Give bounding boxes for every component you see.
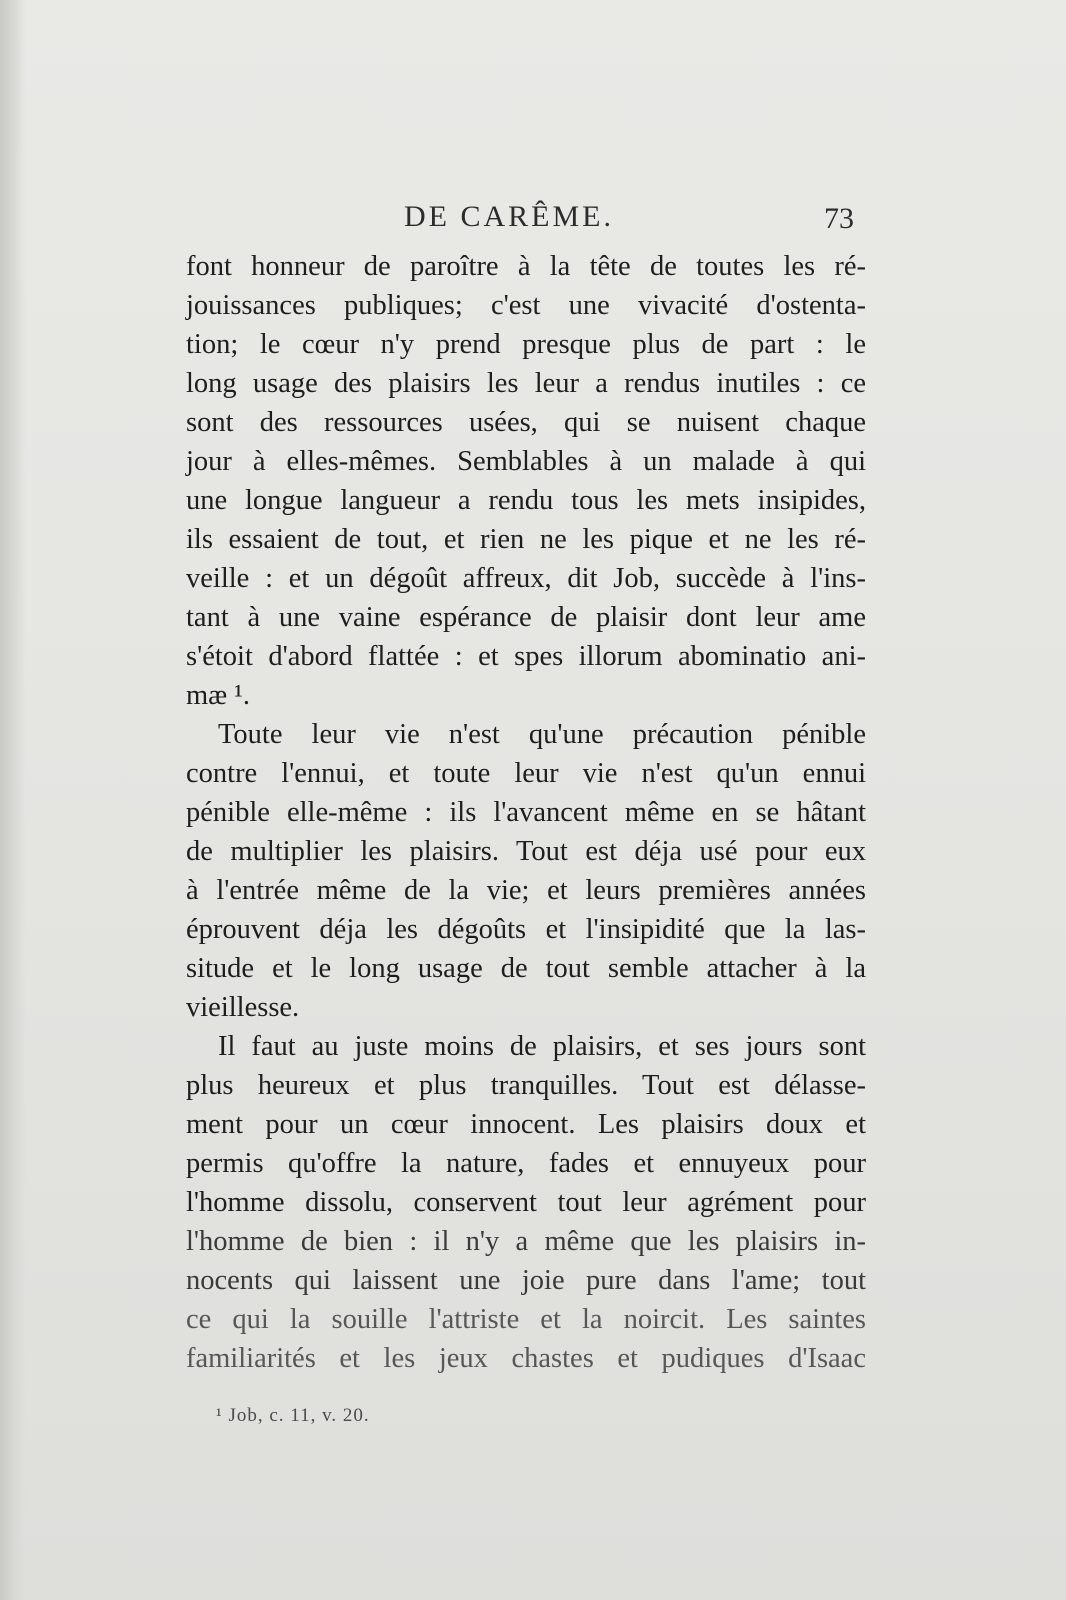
text-line: contre l'ennui, et toute leur vie n'est qu'un ennui [186,758,866,789]
text-line: long usage des plaisirs les leur a rendus inutiles : ce [186,368,866,399]
text-line: pénible elle-même : ils l'avancent même en se hâtant [186,797,866,828]
text-line: mæ ¹. [186,680,250,711]
text-line: font honneur de paroître à la tête de toutes les ré- [186,251,866,282]
text-line: s'étoit d'abord flattée : et spes illorum abominatio ani- [186,641,866,672]
text-line: à l'entrée même de la vie; et leurs premières années [186,875,866,906]
text-line: l'homme dissolu, conservent tout leur agrément pour [186,1187,866,1218]
text-line: situde et le long usage de tout semble attacher à la [186,953,866,984]
text-line: vieillesse. [186,992,300,1023]
spine-shadow [0,0,26,1600]
text-line: jouissances publiques; c'est une vivacité d'ostenta- [186,290,866,321]
running-title: DE CARÊME. [404,200,614,233]
text-line: l'homme de bien : il n'y a même que les plaisirs in- [186,1226,866,1257]
text-line: familiarités et les jeux chastes et pudiques d'Isaac [186,1343,866,1374]
text-line: nocents qui laissent une joie pure dans l'ame; tout [186,1265,866,1296]
footnote: ¹ Job, c. 11, v. 20. [216,1405,370,1426]
text-line: de multiplier les plaisirs. Tout est déja usé pour eux [186,836,866,867]
text-line: ils essaient de tout, et rien ne les pique et ne les ré- [186,524,866,555]
body-text [186,247,866,1378]
page-number: 73 [824,202,854,235]
text-line: tant à une vaine espérance de plaisir dont leur ame [186,602,866,633]
text-line: plus heureux et plus tranquilles. Tout est délasse- [186,1070,866,1101]
paragraph-start-line: Il faut au juste moins de plaisirs, et ses jours sont [218,1031,866,1062]
text-line: veille : et un dégoût affreux, dit Job, succède à l'ins- [186,563,866,594]
paragraph-start-line: Toute leur vie n'est qu'une précaution pénible [218,719,866,750]
text-line: permis qu'offre la nature, fades et ennuyeux pour [186,1148,866,1179]
text-line: une longue langueur a rendu tous les mets insipides, [186,485,866,516]
text-line: jour à elles-mêmes. Semblables à un malade à qui [186,446,866,477]
text-line: tion; le cœur n'y prend presque plus de part : le [186,329,866,360]
text-line: éprouvent déja les dégoûts et l'insipidité que la las- [186,914,866,945]
text-line: sont des ressources usées, qui se nuisent chaque [186,407,866,438]
text-line: ment pour un cœur innocent. Les plaisirs doux et [186,1109,866,1140]
text-line: ce qui la souille l'attriste et la noircit. Les saintes [186,1304,866,1335]
